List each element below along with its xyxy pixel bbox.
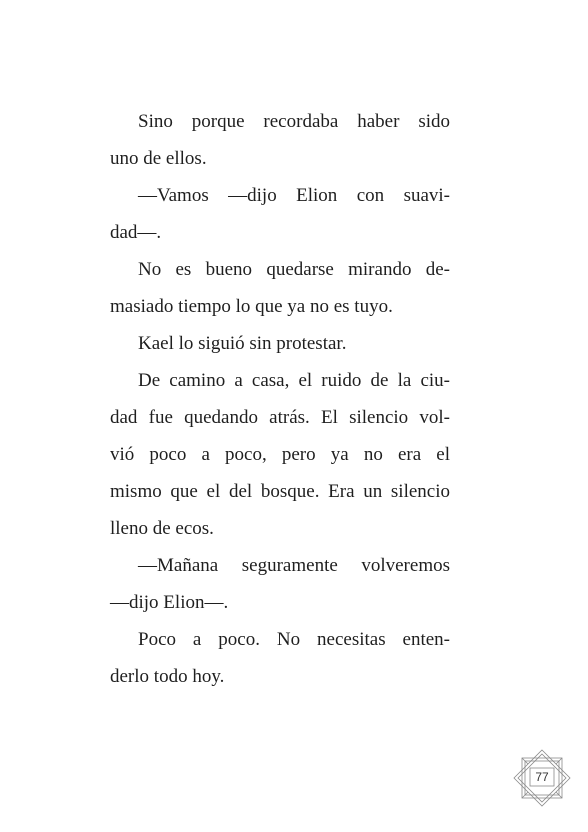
text-line-13: —Mañana seguramente volveremos bbox=[138, 555, 450, 576]
text-line-2: uno de ellos. bbox=[110, 148, 207, 169]
text-line-4: dad—. bbox=[110, 222, 162, 243]
text-line-8: De camino a casa, el ruido de la ciu- bbox=[138, 370, 450, 391]
text-line-5: No es bueno quedarse mirando de- bbox=[138, 259, 450, 280]
text-line-6: masiado tiempo lo que ya no es tuyo. bbox=[110, 296, 393, 317]
text-line-9: dad fue quedando atrás. El silencio vol- bbox=[110, 407, 450, 428]
text-line-11: mismo que el del bosque. Era un silencio bbox=[110, 481, 450, 502]
page-number-badge bbox=[512, 748, 572, 808]
page-number: 77 bbox=[535, 770, 549, 784]
text-line-1: Sino porque recordaba haber sido bbox=[138, 111, 450, 132]
text-line-10: vió poco a poco, pero ya no era el bbox=[110, 444, 450, 465]
text-line-7: Kael lo siguió sin protestar. bbox=[138, 333, 347, 354]
text-line-15: Poco a poco. No necesitas enten- bbox=[138, 629, 450, 650]
text-line-14: —dijo Elion—. bbox=[110, 592, 229, 613]
text-line-16: derlo todo hoy. bbox=[110, 666, 225, 687]
text-line-3: —Vamos —dijo Elion con suavi- bbox=[138, 185, 450, 206]
text-line-12: lleno de ecos. bbox=[110, 518, 214, 539]
